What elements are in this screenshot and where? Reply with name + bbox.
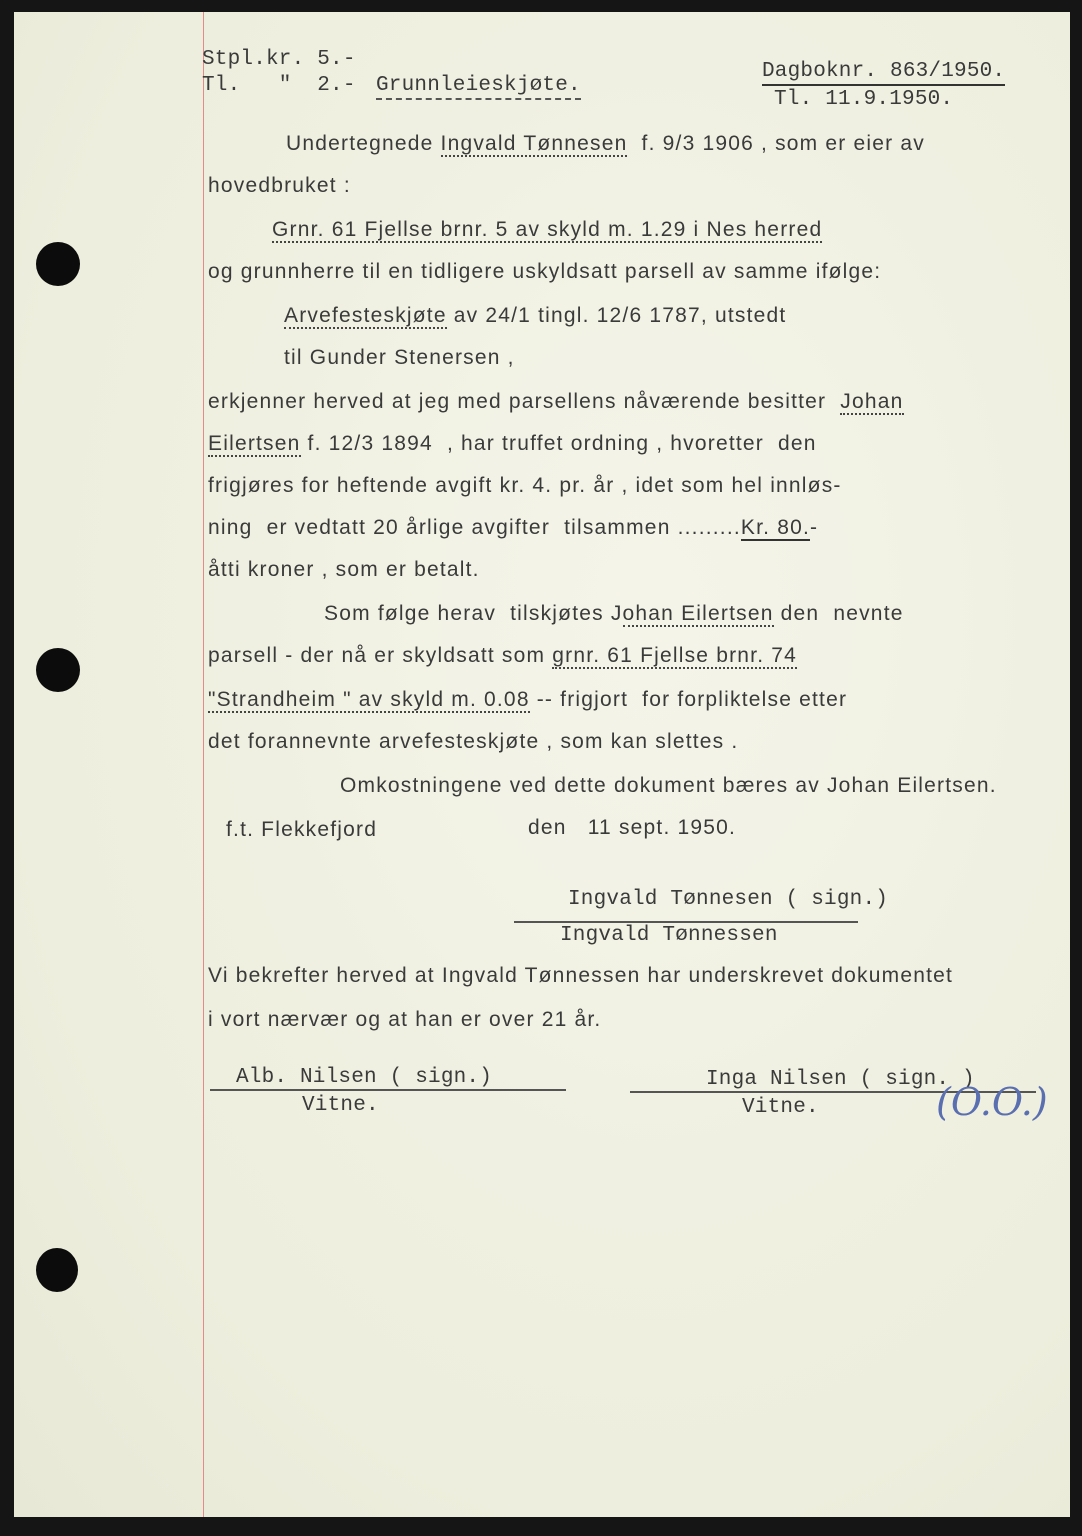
body-line-6: til Gunder Stenersen , [284, 346, 515, 369]
body-line-10: ning er vedtatt 20 årlige avgifter tilsammen .........Kr. 80.- [208, 516, 819, 539]
owner-typed-name: Ingvald Tønnessen [560, 924, 778, 947]
body-line-14: "Strandheim " av skyld m. 0.08 -- frigjort for forpliktelse etter [208, 688, 848, 711]
witness-2-signature: Inga Nilsen ( sign. ) [706, 1068, 975, 1091]
body-line-12: Som følge herav tilskjøtes Johan Eilertsen den nevnte [324, 602, 904, 625]
property-name: "Strandheim " av skyld m. 0.08 [208, 688, 530, 711]
witness-1-signature: Alb. Nilsen ( sign.) [236, 1066, 493, 1089]
journal-number: Dagboknr. 863/1950. [762, 60, 1005, 86]
document-page [14, 12, 1070, 1517]
signature-line [514, 921, 858, 923]
witness-2-role: Vitne. [742, 1096, 819, 1119]
date: den 11 sept. 1950. [528, 816, 737, 839]
new-property: grnr. 61 Fjellse brnr. 74 [552, 644, 798, 667]
body-line-16: Omkostningene ved dette dokument bæres av Johan Eilertsen. [340, 774, 997, 797]
body-line-5: Arvefesteskjøte av 24/1 tingl. 12/6 1787, utstedt [284, 304, 787, 327]
owner-name: Ingvald Tønnesen [440, 132, 628, 155]
body-line-2: hovedbruket : [208, 174, 351, 197]
body-line-13: parsell - der nå er skyldsatt som grnr. 61 Fjellse brnr. 74 [208, 644, 798, 667]
tl-fee: Tl. " 2.- [202, 74, 356, 97]
deed-title: Arvefesteskjøte [284, 304, 447, 327]
body-line-1: Undertegnede Ingvald Tønnesen f. 9/3 1906 , som er eier av [286, 132, 925, 155]
grantee-name: ohan Eilertsen [622, 602, 774, 625]
tl-date: Tl. 11.9.1950. [774, 88, 954, 111]
body-line-11: åtti kroner , som er betalt. [208, 558, 480, 581]
witness-statement-line-1: Vi bekrefter herved at Ingvald Tønnessen har underskrevet dokumentet [208, 964, 954, 987]
document-type-title: Grunnleieskjøte. [376, 74, 581, 100]
body-line-3 [272, 218, 822, 242]
body-line-7: erkjenner herved at jeg med parsellens nåværende besitter Johan [208, 390, 904, 413]
owner-signature: Ingvald Tønnesen ( sign.) [568, 888, 889, 911]
punch-hole-icon [36, 648, 80, 692]
body-line-15: det forannevnte arvefesteskjøte , som kan slettes . [208, 730, 739, 753]
body-line-9: frigjøres for heftende avgift kr. 4. pr. år , idet som hel innløs- [208, 474, 842, 497]
margin-line [203, 12, 204, 1517]
handwritten-initials: (O.O.) [936, 1080, 1048, 1124]
place: f.t. Flekkefjord [226, 818, 378, 841]
punch-hole-icon [36, 1248, 78, 1292]
witness-1-role: Vitne. [302, 1094, 379, 1117]
amount: Kr. 80. [740, 516, 811, 539]
stamp-duty: Stpl.kr. 5.- [202, 48, 356, 71]
witness-statement-line-2: i vort nærvær og at han er over 21 år. [208, 1008, 602, 1031]
witness-1-line [210, 1089, 566, 1091]
holder-first-name: Johan [840, 390, 904, 413]
property-main: Grnr. 61 Fjellse brnr. 5 av skyld m. 1.29 i Nes herred [272, 218, 823, 241]
body-line-4: og grunnherre til en tidligere uskyldsatt parsell av samme ifølge: [208, 260, 882, 283]
holder-last-name: Eilertsen [208, 432, 301, 455]
punch-hole-icon [36, 242, 80, 286]
body-line-8: Eilertsen f. 12/3 1894 , har truffet ordning , hvoretter den [208, 432, 817, 455]
